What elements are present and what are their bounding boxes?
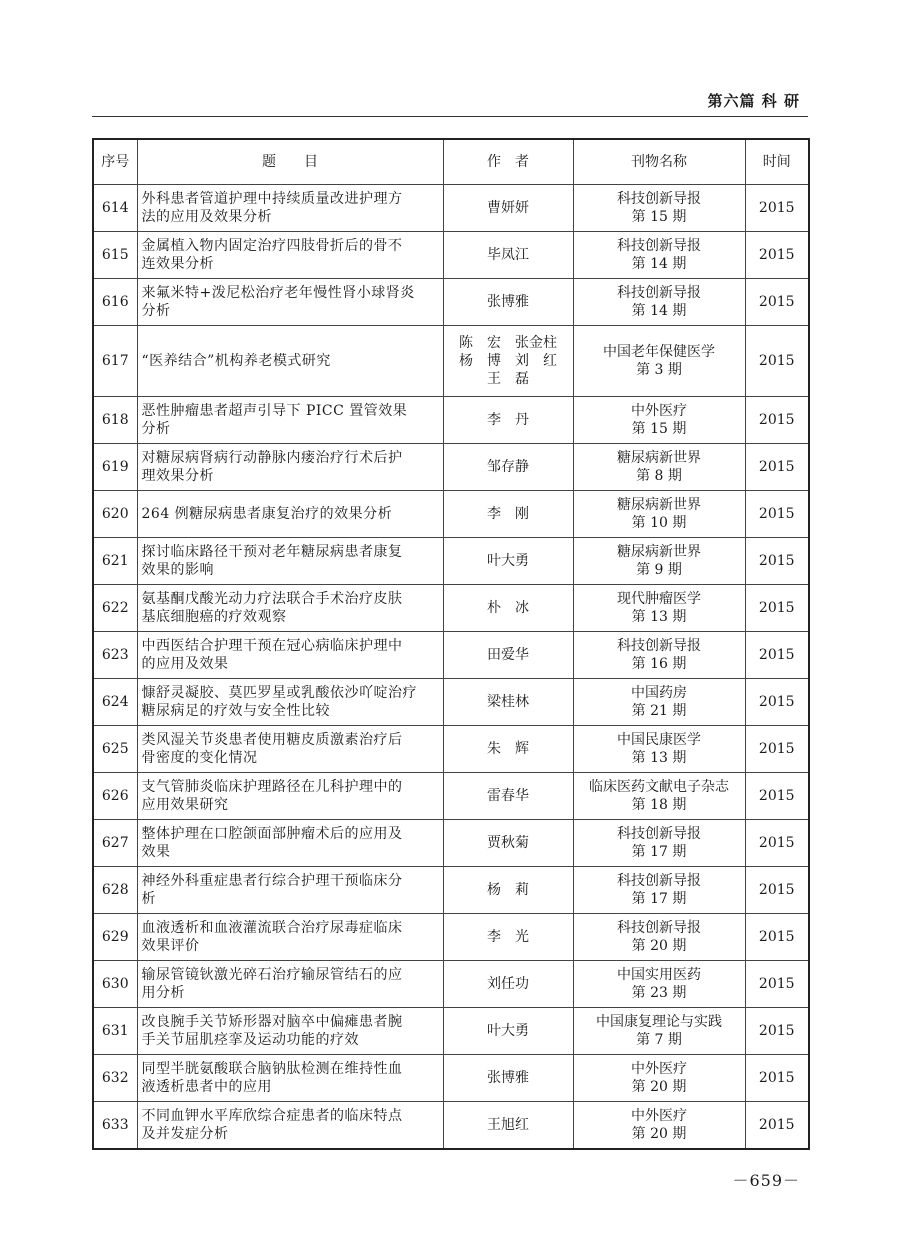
article-title <box>137 585 443 632</box>
article-title-line: “医养结合”机构养老模式研究 <box>141 353 331 369</box>
journal-line: 第 10 期 <box>631 515 687 531</box>
article-authors <box>443 726 573 773</box>
article-title-line: 的应用及效果 <box>141 656 229 672</box>
author-line: 曹妍妍 <box>487 200 529 216</box>
publication-year: 2015 <box>745 1008 809 1055</box>
author-line: 朴 冰 <box>487 600 529 616</box>
article-title-line: 改良腕手关节矫形器对脑卒中偏瘫患者腕 <box>141 1014 403 1030</box>
article-title-line: 中西医结合护理干预在冠心病临床护理中 <box>141 638 403 654</box>
publication-year: 2015 <box>745 773 809 820</box>
publication-year: 2015 <box>745 232 809 279</box>
article-title-line: 法的应用及效果分析 <box>141 209 272 225</box>
article-authors <box>443 1008 573 1055</box>
author-line: 杨 莉 <box>487 882 529 898</box>
author-line: 贾秋菊 <box>487 835 529 851</box>
article-authors <box>443 397 573 444</box>
author-line: 叶大勇 <box>487 1023 529 1039</box>
article-title <box>137 961 443 1008</box>
article-title <box>137 1102 443 1149</box>
journal-line: 中国民康医学 <box>617 732 701 748</box>
row-number: 628 <box>93 867 137 914</box>
article-authors <box>443 914 573 961</box>
publication-year: 2015 <box>745 914 809 961</box>
author-line: 王旭红 <box>487 1116 529 1133</box>
journal-name <box>573 961 745 1008</box>
journal-name <box>573 585 745 632</box>
row-number: 633 <box>93 1102 137 1149</box>
article-authors <box>443 1102 573 1149</box>
journal-line: 第 23 期 <box>631 985 687 1001</box>
author-line: 陈 宏 张金柱 <box>459 335 557 351</box>
author-line: 梁桂林 <box>487 694 529 710</box>
article-title-line: 不同血钾水平库欣综合症患者的临床特点 <box>141 1107 403 1124</box>
journal-name <box>573 914 745 961</box>
table-row <box>93 538 809 585</box>
journal-line: 第 20 期 <box>631 1079 687 1095</box>
article-authors <box>443 232 573 279</box>
article-title-line: 恶性肿瘤患者超声引导下 PICC 置管效果 <box>141 403 408 419</box>
article-title-line: 骨密度的变化情况 <box>141 750 258 766</box>
article-title <box>137 185 443 232</box>
journal-line: 科技创新导报 <box>617 920 701 936</box>
article-title-line: 效果评价 <box>141 938 200 954</box>
journal-line: 科技创新导报 <box>617 285 701 301</box>
column-header-title: 题 目 <box>137 139 443 185</box>
row-number: 623 <box>93 632 137 679</box>
article-authors <box>443 773 573 820</box>
article-authors <box>443 632 573 679</box>
article-title-line: 外科患者管道护理中持续质量改进护理方 <box>141 191 403 207</box>
author-line: 刘任功 <box>487 976 529 992</box>
journal-line: 现代肿瘤医学 <box>617 591 701 607</box>
journal-line: 第 13 期 <box>631 609 687 625</box>
row-number: 624 <box>93 679 137 726</box>
article-title-line: 手关节屈肌痉挛及运动功能的疗效 <box>141 1032 359 1048</box>
row-number: 615 <box>93 232 137 279</box>
column-header-journal: 刊物名称 <box>573 139 745 185</box>
author-line: 杨 博 刘 红 <box>459 353 557 369</box>
article-title-line: 氨基酮戊酸光动力疗法联合手术治疗皮肤 <box>141 591 403 607</box>
journal-line: 第 3 期 <box>636 362 682 378</box>
page-number: －659－ <box>732 1171 800 1190</box>
article-title-line: 效果 <box>141 844 171 860</box>
row-number: 621 <box>93 538 137 585</box>
journal-line: 第 20 期 <box>631 1125 687 1142</box>
article-title <box>137 444 443 491</box>
author-line: 朱 辉 <box>487 741 529 757</box>
article-title-line: 类风湿关节炎患者使用糖皮质激素治疗后 <box>141 732 403 748</box>
journal-line: 科技创新导报 <box>617 826 701 842</box>
journal-line: 第 9 期 <box>636 562 682 578</box>
journal-line: 第 8 期 <box>636 468 682 484</box>
journal-name <box>573 820 745 867</box>
table-row <box>93 773 809 820</box>
row-number: 632 <box>93 1055 137 1102</box>
table-body <box>93 185 809 1149</box>
table-row <box>93 1102 809 1149</box>
header-rule <box>92 116 808 117</box>
journal-name <box>573 1055 745 1102</box>
author-line: 张博雅 <box>487 1070 529 1086</box>
article-title-line: 基底细胞癌的疗效观察 <box>141 609 287 625</box>
table-row <box>93 1055 809 1102</box>
article-authors <box>443 538 573 585</box>
journal-line: 第 17 期 <box>631 891 687 907</box>
publication-year: 2015 <box>745 326 809 397</box>
article-title <box>137 726 443 773</box>
table-row <box>93 232 809 279</box>
row-number: 622 <box>93 585 137 632</box>
journal-name <box>573 1008 745 1055</box>
table-row <box>93 326 809 397</box>
journal-line: 中国药房 <box>631 685 687 701</box>
article-title-line: 糖尿病足的疗效与安全性比较 <box>141 703 330 719</box>
article-title-line: 及并发症分析 <box>141 1125 229 1142</box>
article-title <box>137 1055 443 1102</box>
article-title-line: 探讨临床路径干预对老年糖尿病患者康复 <box>141 544 403 560</box>
article-authors <box>443 326 573 397</box>
table-row <box>93 961 809 1008</box>
journal-line: 糖尿病新世界 <box>617 450 701 466</box>
publication-year: 2015 <box>745 185 809 232</box>
article-title-line: 慷舒灵凝胶、莫匹罗星或乳酸依沙吖啶治疗 <box>141 685 417 701</box>
publication-year: 2015 <box>745 867 809 914</box>
table-row <box>93 867 809 914</box>
row-number: 619 <box>93 444 137 491</box>
row-number: 614 <box>93 185 137 232</box>
article-authors <box>443 279 573 326</box>
journal-name <box>573 326 745 397</box>
table-row <box>93 585 809 632</box>
journal-line: 第 15 期 <box>631 421 687 437</box>
article-title <box>137 232 443 279</box>
journal-name <box>573 491 745 538</box>
article-authors <box>443 679 573 726</box>
row-number: 629 <box>93 914 137 961</box>
author-line: 李 光 <box>487 929 529 945</box>
journal-name <box>573 679 745 726</box>
journal-line: 科技创新导报 <box>617 191 701 207</box>
table-row <box>93 397 809 444</box>
article-title-line: 神经外科重症患者行综合护理干预临床分 <box>141 873 403 889</box>
journal-line: 第 18 期 <box>631 797 687 813</box>
article-title-line: 用分析 <box>141 985 185 1001</box>
article-title-line: 对糖尿病肾病行动静脉内瘘治疗行术后护 <box>141 450 403 466</box>
publication-year: 2015 <box>745 1055 809 1102</box>
publication-year: 2015 <box>745 491 809 538</box>
article-title-line: 析 <box>141 891 156 907</box>
article-authors <box>443 867 573 914</box>
journal-line: 科技创新导报 <box>617 638 701 654</box>
article-title-line: 应用效果研究 <box>141 797 229 813</box>
article-authors <box>443 185 573 232</box>
publication-year: 2015 <box>745 726 809 773</box>
journal-line: 中国老年保健医学 <box>603 344 715 360</box>
article-title-line: 理效果分析 <box>141 468 214 484</box>
column-header-number: 序号 <box>93 139 137 185</box>
article-title <box>137 820 443 867</box>
author-line: 叶大勇 <box>487 553 529 569</box>
journal-line: 第 13 期 <box>631 750 687 766</box>
article-title <box>137 397 443 444</box>
article-title-line: 分析 <box>141 303 171 319</box>
article-authors <box>443 820 573 867</box>
author-line: 邹存静 <box>487 459 529 475</box>
row-number: 625 <box>93 726 137 773</box>
table-row <box>93 679 809 726</box>
journal-line: 第 14 期 <box>631 256 687 272</box>
publication-year: 2015 <box>745 585 809 632</box>
journal-name <box>573 279 745 326</box>
article-authors <box>443 444 573 491</box>
author-line: 李 丹 <box>487 412 529 428</box>
article-title-line: 264 例糖尿病患者康复治疗的效果分析 <box>141 506 393 522</box>
article-title <box>137 1008 443 1055</box>
article-title-line: 同型半胱氨酸联合脑钠肽检测在维持性血 <box>141 1061 403 1077</box>
article-title <box>137 326 443 397</box>
article-title-line: 来氟米特+泼尼松治疗老年慢性肾小球肾炎 <box>141 285 415 301</box>
journal-name <box>573 1102 745 1149</box>
article-title <box>137 538 443 585</box>
table-row <box>93 185 809 232</box>
journal-line: 第 16 期 <box>631 656 687 672</box>
table-row <box>93 279 809 326</box>
article-title <box>137 914 443 961</box>
journal-line: 第 21 期 <box>631 703 687 719</box>
row-number: 616 <box>93 279 137 326</box>
journal-name <box>573 232 745 279</box>
table-row <box>93 726 809 773</box>
publication-year: 2015 <box>745 679 809 726</box>
article-title <box>137 679 443 726</box>
table-header-row <box>93 139 809 185</box>
running-head: 第六篇 科 研 <box>707 92 800 110</box>
table-row <box>93 491 809 538</box>
author-line: 田爱华 <box>487 647 529 663</box>
journal-line: 第 17 期 <box>631 844 687 860</box>
author-line: 李 刚 <box>487 506 529 522</box>
article-title-line: 支气管肺炎临床护理路径在儿科护理中的 <box>141 779 403 795</box>
article-title-line: 分析 <box>141 421 171 437</box>
column-header-year: 时间 <box>745 139 809 185</box>
journal-name <box>573 397 745 444</box>
article-title <box>137 867 443 914</box>
publication-year: 2015 <box>745 820 809 867</box>
journal-name <box>573 444 745 491</box>
article-title-line: 金属植入物内固定治疗四肢骨折后的骨不 <box>141 238 403 254</box>
column-header-author: 作 者 <box>443 139 573 185</box>
journal-line: 第 7 期 <box>636 1032 682 1048</box>
article-authors <box>443 491 573 538</box>
publication-year: 2015 <box>745 279 809 326</box>
journal-line: 中外医疗 <box>631 1107 687 1124</box>
journal-line: 第 14 期 <box>631 303 687 319</box>
publication-year: 2015 <box>745 397 809 444</box>
journal-line: 糖尿病新世界 <box>617 497 701 513</box>
row-number: 630 <box>93 961 137 1008</box>
article-title <box>137 279 443 326</box>
journal-name <box>573 726 745 773</box>
table-row <box>93 444 809 491</box>
author-line: 王 磊 <box>487 371 529 387</box>
article-authors <box>443 961 573 1008</box>
article-title <box>137 491 443 538</box>
journal-line: 第 20 期 <box>631 938 687 954</box>
table-row <box>93 820 809 867</box>
article-title-line: 效果的影响 <box>141 562 214 578</box>
journal-line: 中外医疗 <box>631 1061 687 1077</box>
author-line: 毕凤江 <box>487 247 529 263</box>
article-title-line: 整体护理在口腔颌面部肿瘤术后的应用及 <box>141 826 403 842</box>
journal-line: 中国康复理论与实践 <box>596 1014 722 1030</box>
article-title <box>137 632 443 679</box>
journal-line: 第 15 期 <box>631 209 687 225</box>
journal-line: 中外医疗 <box>631 403 687 419</box>
row-number: 617 <box>93 326 137 397</box>
publication-year: 2015 <box>745 1102 809 1149</box>
journal-line: 临床医药文献电子杂志 <box>589 779 729 795</box>
journal-name <box>573 185 745 232</box>
journal-name <box>573 632 745 679</box>
journal-line: 科技创新导报 <box>617 238 701 254</box>
table-row <box>93 1008 809 1055</box>
author-line: 张博雅 <box>487 294 529 310</box>
article-title-line: 输尿管镜钬激光碎石治疗输尿管结石的应 <box>141 967 403 983</box>
journal-line: 科技创新导报 <box>617 873 701 889</box>
publication-year: 2015 <box>745 632 809 679</box>
article-title-line: 连效果分析 <box>141 256 214 272</box>
row-number: 631 <box>93 1008 137 1055</box>
row-number: 620 <box>93 491 137 538</box>
publication-year: 2015 <box>745 444 809 491</box>
journal-name <box>573 773 745 820</box>
journal-name <box>573 867 745 914</box>
article-title <box>137 773 443 820</box>
publication-year: 2015 <box>745 961 809 1008</box>
article-authors <box>443 585 573 632</box>
article-title-line: 血液透析和血液灌流联合治疗尿毒症临床 <box>141 920 403 936</box>
publication-year: 2015 <box>745 538 809 585</box>
journal-line: 中国实用医药 <box>617 967 701 983</box>
journal-name <box>573 538 745 585</box>
row-number: 626 <box>93 773 137 820</box>
journal-line: 糖尿病新世界 <box>617 544 701 560</box>
row-number: 618 <box>93 397 137 444</box>
article-title-line: 液透析患者中的应用 <box>141 1079 272 1095</box>
publication-table <box>92 138 810 1150</box>
row-number: 627 <box>93 820 137 867</box>
table-row <box>93 914 809 961</box>
article-authors <box>443 1055 573 1102</box>
table-row <box>93 632 809 679</box>
author-line: 雷春华 <box>487 788 529 804</box>
